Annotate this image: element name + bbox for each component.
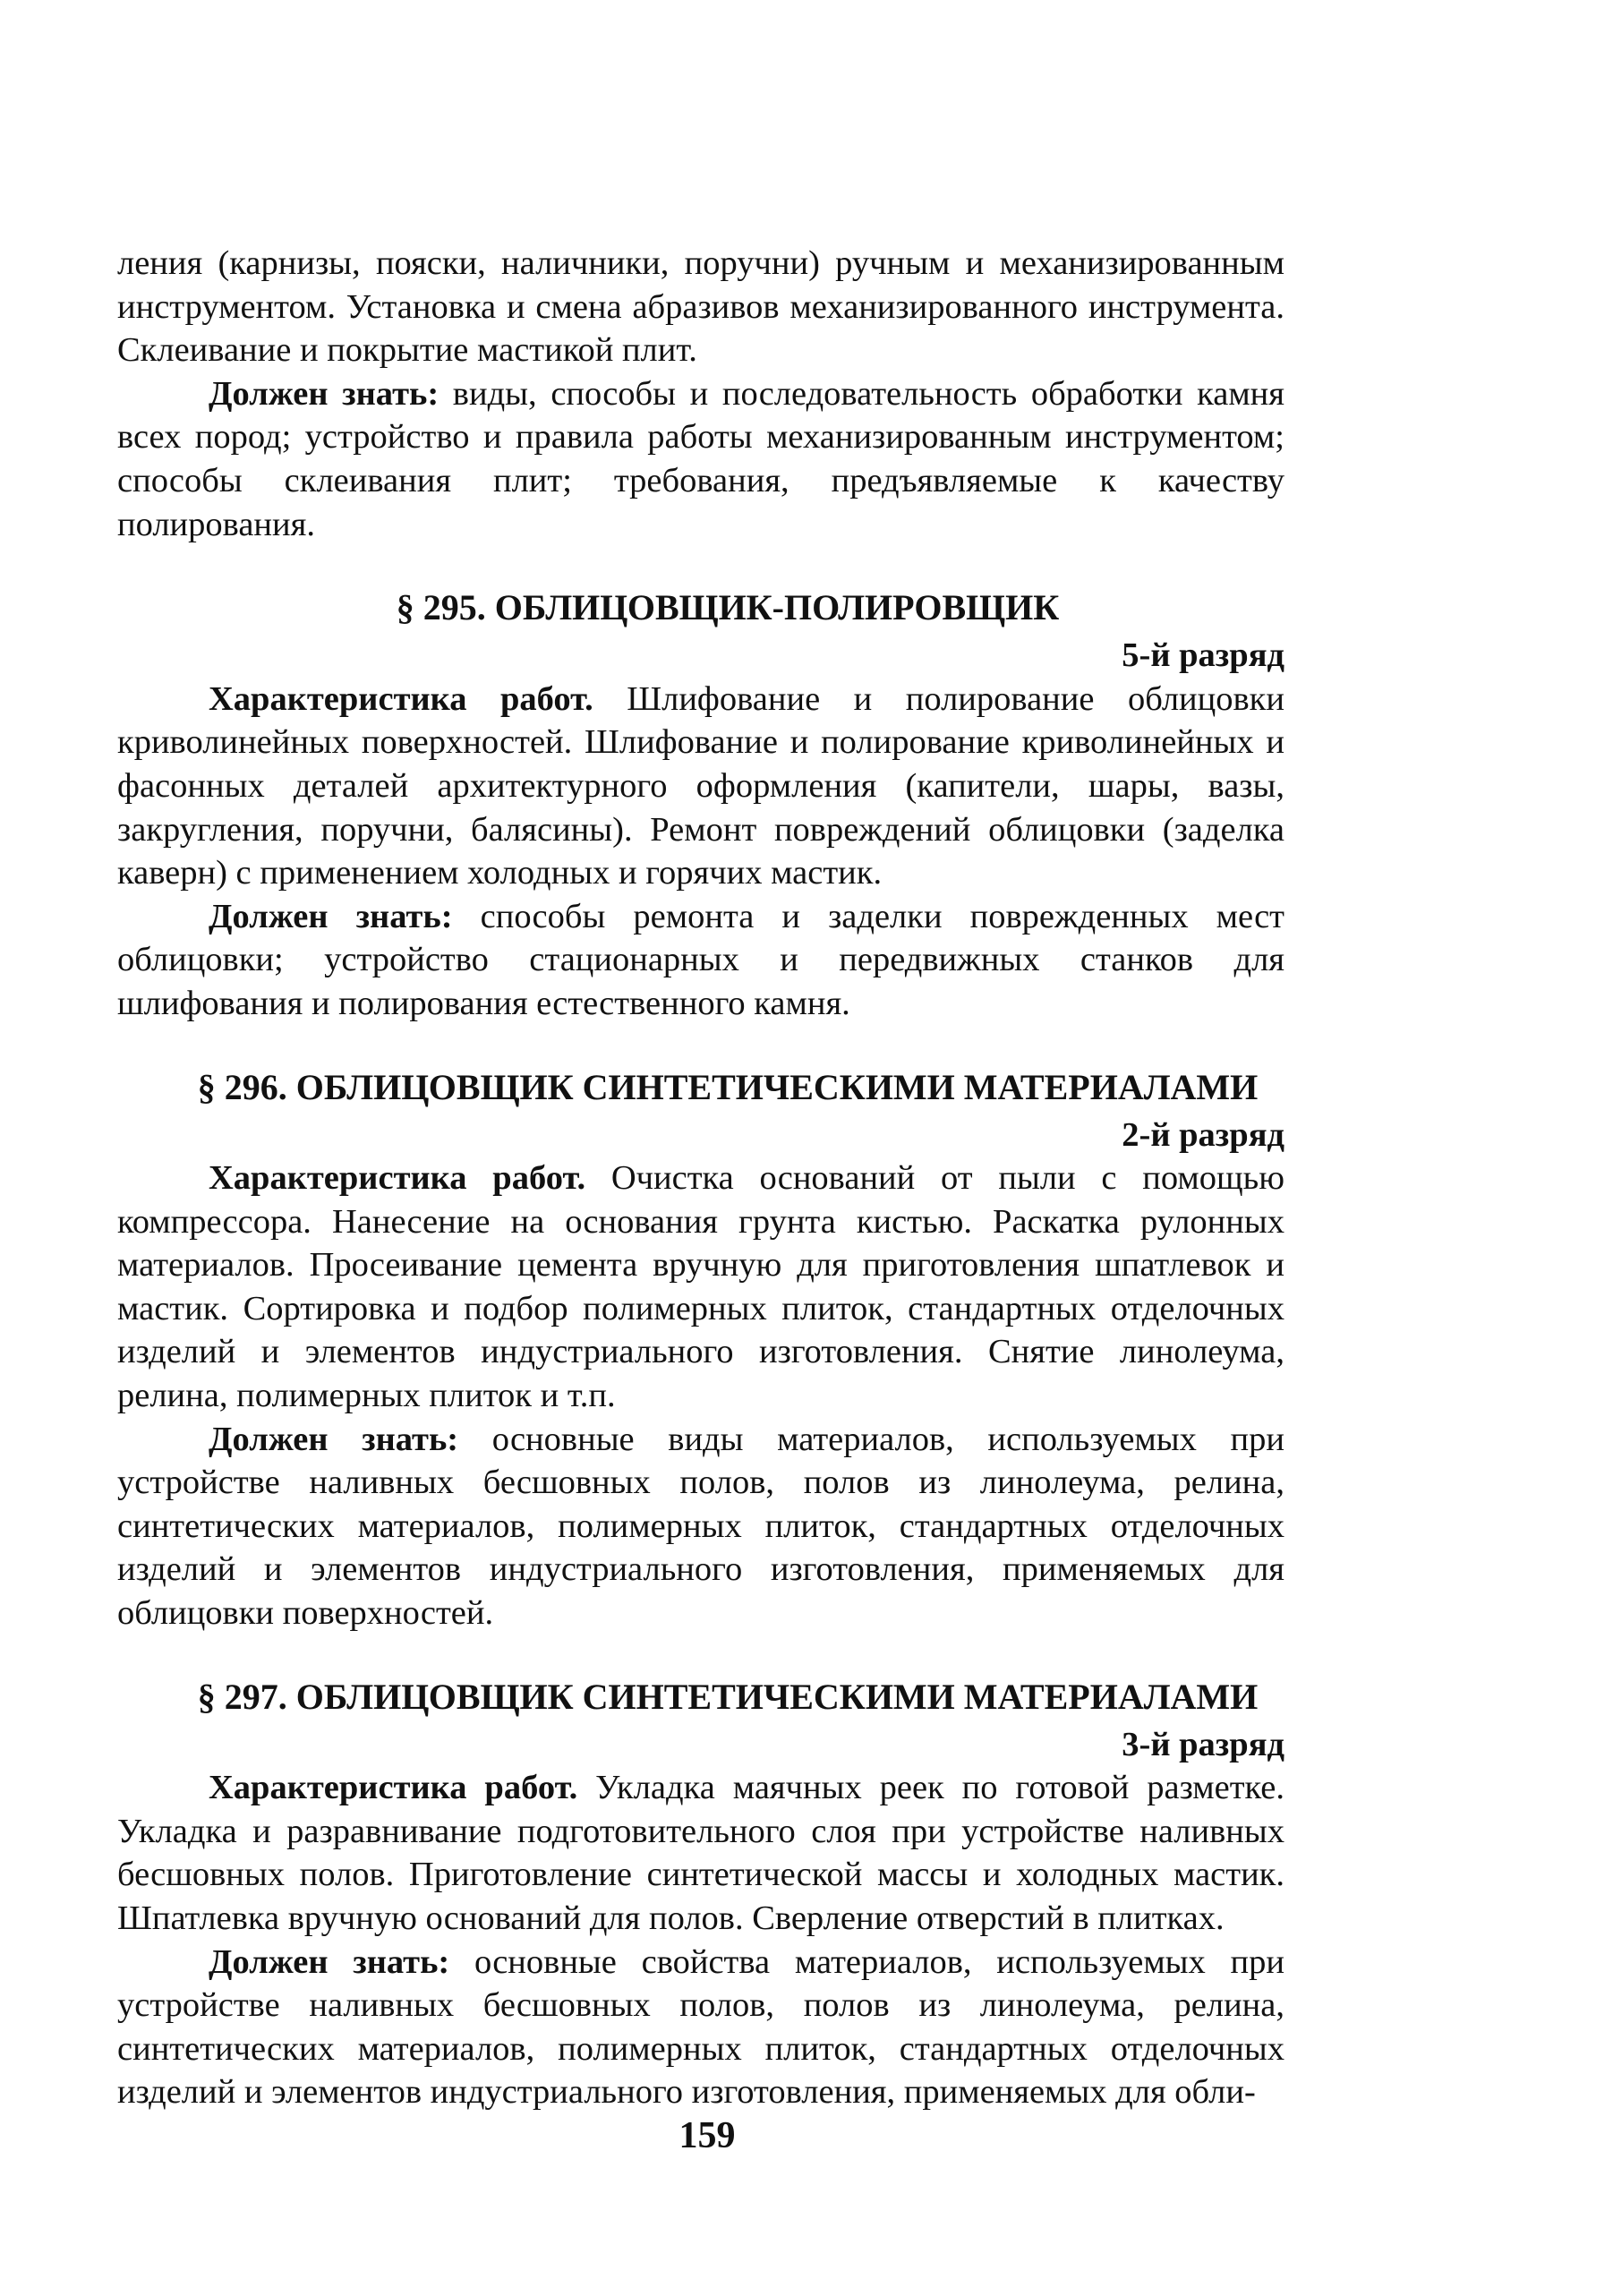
grade-label: 2-й разряд (1122, 1115, 1284, 1154)
section-296 (117, 1065, 1284, 1635)
know-label: Должен знать: (209, 1420, 459, 1458)
characteristics-label: Характеристика работ. (209, 1159, 586, 1198)
intro-paragraph: ления (карнизы, пояски, наличники, поручни) ручным и механизированным инструментом. Установка и смена абразивов механизированного инструмента. Склеивание и покрытие мастикой плит. (117, 244, 1284, 370)
characteristics-text: Укладка маячных реек по готовой разметке. Укладка и разравнивание подготовительного слоя при устройстве наливных бесшовных полов. Приготовление синтетической массы и холодных мастик. Шпатлевка вручную оснований для полов. Сверление отверстий в плитках. (117, 1769, 1284, 1937)
page-number: 159 (678, 2115, 736, 2156)
work-characteristics (117, 678, 1284, 895)
know-text: основные виды материалов, используемых при устройстве наливных бесшовных полов, полов из линолеума, релина, синтетических материалов, полимерных плиток, стандартных отделочных изделий и элементов индустриального изготовления, применяемых для облицовки поверхностей. (117, 1420, 1284, 1633)
required-knowledge (117, 1941, 1284, 2114)
section-295 (117, 585, 1284, 1025)
know-label: Должен знать: (209, 374, 440, 413)
characteristics-label: Характеристика работ. (209, 679, 593, 718)
section-297 (117, 1675, 1284, 2114)
intro-know-paragraph (117, 372, 1284, 546)
work-characteristics (117, 1766, 1284, 1940)
know-text: способы ремонта и заделки поврежденных мест облицовки; устройство стационарных и передвижных станков для шлифования и полирования естественного камня. (117, 897, 1284, 1022)
know-label: Должен знать: (209, 897, 453, 935)
grade-label: 3-й разряд (1122, 1725, 1284, 1763)
page-content (117, 242, 1284, 2114)
characteristics-label: Характеристика работ. (209, 1769, 578, 1807)
know-text: основные свойства материалов, используемых при устройстве наливных бесшовных полов, полов из линолеума, релина, синтетических материалов, полимерных плиток, стандартных отделочных изделий и элементов индустриального изготовления, применяемых для обли- (117, 1942, 1284, 2112)
work-characteristics (117, 1157, 1284, 1418)
know-text: виды, способы и последовательность обработки камня всех пород; устройство и правила работы механизированным инструментом; способы склеивания плит; требования, предъявляемые к качеству полирования. (117, 374, 1284, 543)
characteristics-text: Очистка оснований от пыли с помощью компрессора. Нанесение на основания грунта кистью. Раскатка рулонных материалов. Просеивание цемента вручную для приготовления шпатлевок и мастик. Сортировка и подбор полимерных плиток, стандартных отделочных изделий и элементов индустриального изготовления. Снятие линолеума, релина, полимерных плиток и т.п. (117, 1159, 1284, 1415)
section-heading: § 297. ОБЛИЦОВЩИК СИНТЕТИЧЕСКИМИ МАТЕРИАЛАМИ (197, 1676, 1259, 1717)
section-heading: § 295. ОБЛИЦОВЩИК-ПОЛИРОВЩИК (396, 587, 1060, 628)
required-knowledge (117, 895, 1284, 1026)
know-label: Должен знать: (209, 1942, 450, 1981)
characteristics-text: Шлифование и полирование облицовки криволинейных поверхностей. Шлифование и полирование криволинейных и фасонных деталей архитектурного оформления (капители, шары, вазы, закругления, поручни, балясины). Ремонт повреждений облицовки (заделка каверн) с применением холодных и горячих мастик. (117, 679, 1284, 892)
grade-label: 5-й разряд (1122, 636, 1284, 675)
required-knowledge (117, 1418, 1284, 1635)
section-heading: § 296. ОБЛИЦОВЩИК СИНТЕТИЧЕСКИМИ МАТЕРИАЛАМИ (197, 1066, 1259, 1107)
